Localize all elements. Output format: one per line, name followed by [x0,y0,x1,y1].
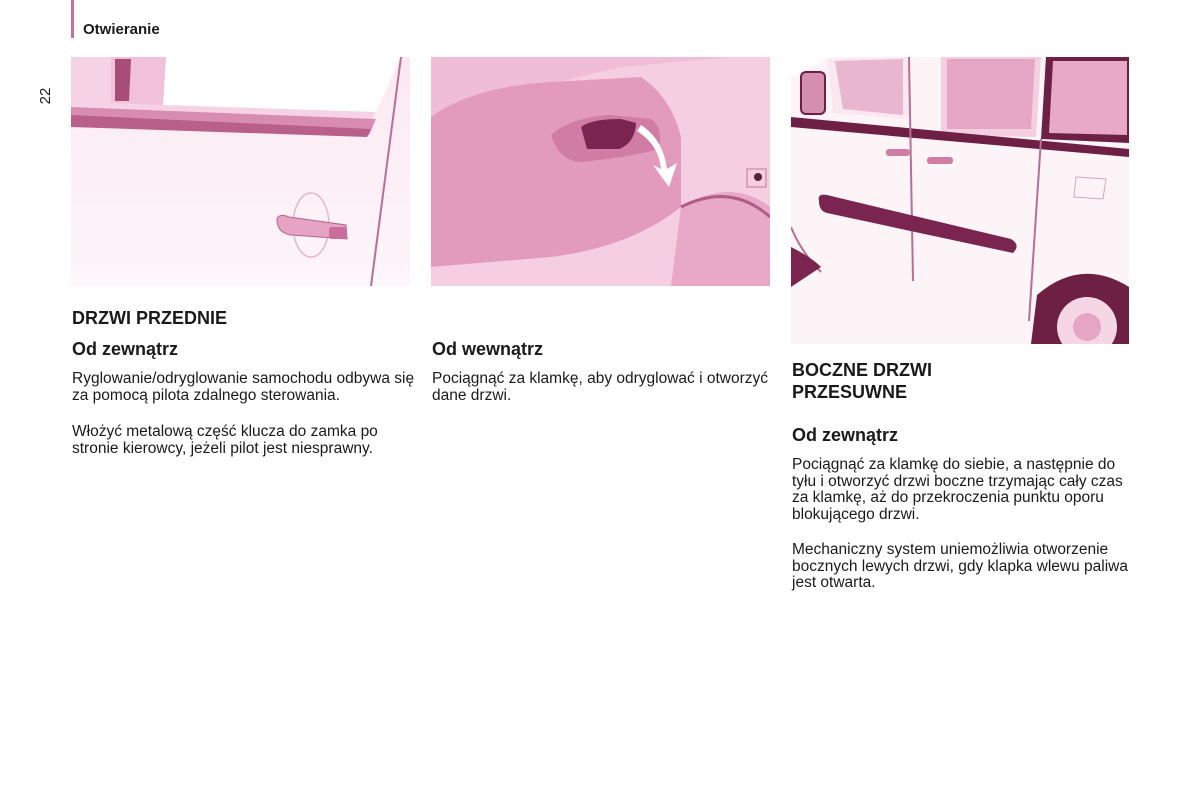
header-accent-bar [71,0,74,38]
sliding-doors-outside-subheading: Od zewnątrz [792,425,899,445]
interior-door-handle-illustration [431,57,770,286]
sliding-doors-paragraph-2: Mechaniczny system uniemożliwia otworzenie bocznych lewych drzwi, gdy klapka wlewu paliwa jest otwarta. [792,541,1128,591]
sliding-side-door-illustration [791,57,1129,344]
sliding-doors-paragraph-1: Pociągnąć za klamkę do siebie, a następnie do tyłu i otworzyć drzwi boczne trzymając cały czas za klamkę, aż do przekroczenia punktu oporu blokującego drzwi. [792,456,1123,523]
page-number: 22 [37,87,54,105]
inside-paragraph-1: Pociągnąć za klamkę, aby odryglować i otworzyć dane drzwi. [432,370,768,404]
sliding-doors-heading-line1: BOCZNE DRZWI [792,360,932,380]
sliding-doors-heading-line2: PRZESUWNE [792,382,908,402]
front-doors-paragraph-2: Włożyć metalową część klucza do zamka po stronie kierowcy, jeżeli pilot jest niesprawny. [72,423,378,457]
section-title: Otwieranie [83,21,160,38]
front-doors-heading: DRZWI PRZEDNIE [72,308,227,328]
front-doors-outside-subheading: Od zewnątrz [72,339,179,359]
front-door-exterior-illustration [71,57,410,286]
front-doors-paragraph-1: Ryglowanie/odryglowanie samochodu odbywa się za pomocą pilota zdalnego sterowania. [72,370,415,404]
inside-subheading: Od wewnątrz [432,339,544,359]
